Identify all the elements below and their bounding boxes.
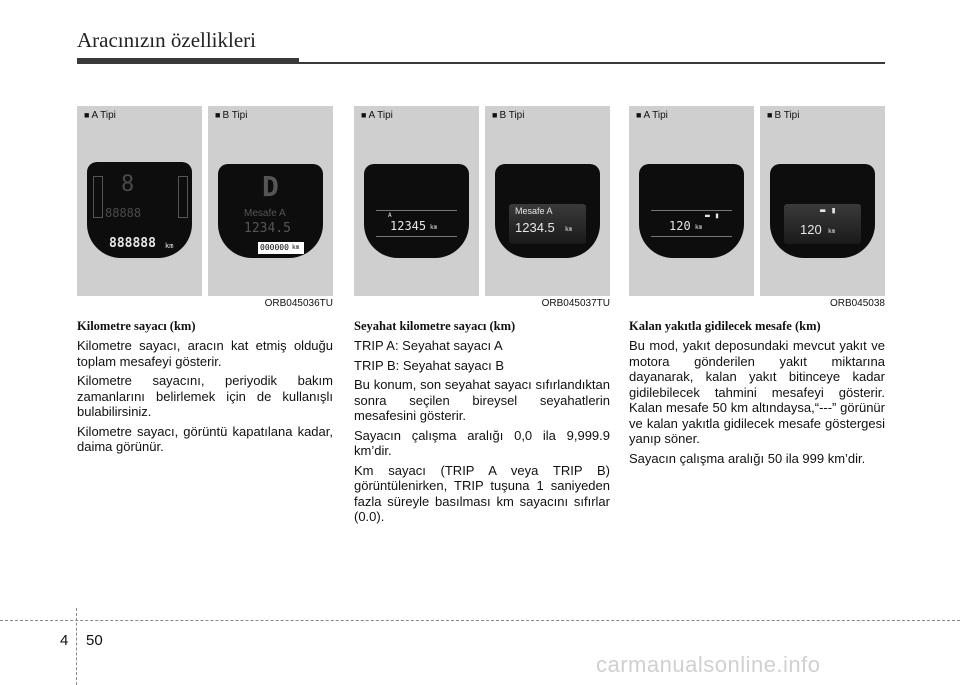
figure-code: ORB045036TU	[264, 298, 333, 309]
paragraph: Sayacın çalışma aralığı 0,0 ila 9,999.9 km’dir.	[354, 427, 610, 458]
trip-value: 12345	[390, 219, 427, 233]
panel-type-a	[77, 106, 202, 296]
page-header-title: Aracınızın özellikleri	[77, 28, 257, 52]
paragraph: Kilometre sayacını, periyodik bakım zamanlarını belirlemek için de kullanışlı bulabilirsiniz.	[77, 373, 333, 419]
odometer-value-b: 000000	[260, 243, 289, 252]
section-title: Seyahat kilometre sayacı (km)	[354, 319, 516, 333]
cluster-display-a: 8 88888 888888 km	[87, 162, 192, 258]
paragraph: Kilometre sayacı, aracın kat etmiş olduğu toplam mesafeyi gösterir.	[77, 338, 333, 369]
type-b-label: ■ B Tipi	[492, 110, 525, 121]
paragraph: TRIP B: Seyahat sayacı B	[354, 357, 505, 373]
paragraph: Kilometre sayacı, görüntü kapatılana kadar, daima görünür.	[77, 423, 333, 454]
section-odometer	[77, 106, 333, 459]
cluster-display-b: D Mesafe A 1234.5 000000 km	[218, 164, 323, 258]
footer-divider	[76, 608, 77, 685]
gear-indicator: D	[262, 170, 279, 203]
range-value-b: 120	[800, 222, 822, 237]
panel-type-a	[354, 106, 479, 296]
paragraph: Bu mod, yakıt deposundaki mevcut yakıt ve motora gönderilen yakıt miktarına dayanarak, kalan yakıt bitinceye kadar gidilebilecek tahmini mesafeyi gösterir. Kalan mesafe 50 km altındaysa,“---” görünür ve kalan yakıtla gidilecek mesafe göstergesi yanıp söner.	[629, 338, 885, 446]
paragraph: TRIP A: Seyahat sayacı A	[354, 338, 503, 353]
cluster-display-a: ▬ ▮ 120 km	[639, 164, 744, 258]
paragraph: Bu konum, son seyahat sayacı sıfırlandıktan sonra seçilen bireysel seyahatlerin mesafesini gösterir.	[354, 377, 610, 423]
car-fuel-icon: ▬ ▮	[820, 206, 837, 216]
trip-value-b: 1234.5	[515, 220, 555, 235]
figure-distance-to-empty	[629, 106, 885, 296]
header-rule-thick	[77, 58, 299, 64]
paragraph: Km sayacı (TRIP A veya TRIP B) görüntülenirken, TRIP tuşuna 1 saniyeden fazla süreyle basılması km sayacını sıfırlar (0.0).	[354, 462, 610, 524]
paragraph: Sayacın çalışma aralığı 50 ila 999 km’dir.	[629, 450, 866, 466]
range-value: 120	[669, 219, 691, 233]
chapter-number: 4	[60, 632, 69, 649]
car-fuel-icon: ▬ ▮	[705, 211, 720, 220]
page-number: 50	[86, 632, 103, 649]
type-b-label: ■ B Tipi	[767, 110, 800, 121]
trip-indicator: A	[388, 212, 392, 219]
type-a-label: ■ A Tipi	[361, 110, 393, 121]
type-a-label: ■ A Tipi	[84, 110, 116, 121]
figure-code: ORB045037TU	[541, 298, 610, 309]
panel-type-a	[629, 106, 754, 296]
panel-type-b	[208, 106, 333, 296]
figure-trip-meter	[354, 106, 610, 296]
cluster-display-b: Mesafe A 1234.5 km	[495, 164, 600, 258]
panel-type-b	[485, 106, 610, 296]
section-distance-to-empty	[629, 106, 885, 470]
figure-code: ORB045038	[829, 298, 885, 309]
section-title: Kilometre sayacı (km)	[77, 319, 196, 333]
footer-rule	[0, 620, 960, 621]
header-rule-thin	[299, 62, 885, 64]
watermark: carmanualsonline.info	[596, 652, 821, 677]
cluster-display-a: A 12345 km	[364, 164, 469, 258]
type-a-label: ■ A Tipi	[636, 110, 668, 121]
cluster-display-b: ▬ ▮ 120 km	[770, 164, 875, 258]
type-b-label: ■ B Tipi	[215, 110, 248, 121]
figure-odometer	[77, 106, 333, 296]
ghost-segments: 88888	[105, 206, 142, 220]
panel-type-b	[760, 106, 885, 296]
section-trip-meter	[354, 106, 610, 529]
section-title: Kalan yakıtla gidilecek mesafe (km)	[629, 319, 821, 333]
odometer-value: 888888	[109, 236, 156, 251]
